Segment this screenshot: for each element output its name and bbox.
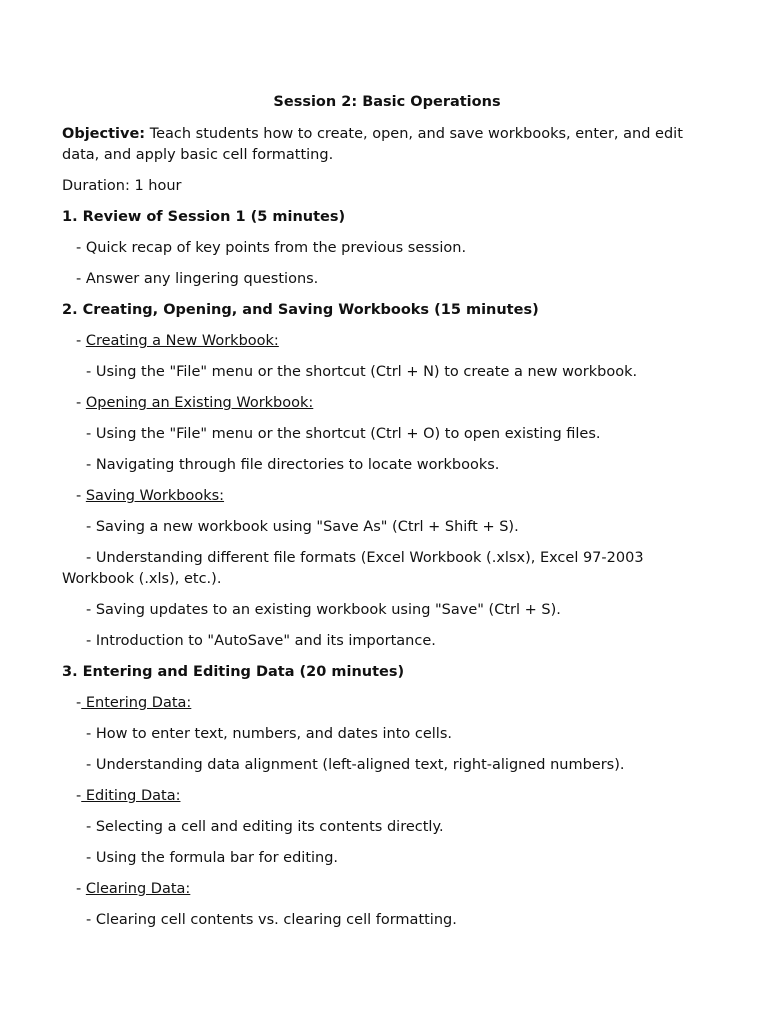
list-item: - Selecting a cell and editing its contents directly. — [86, 819, 444, 835]
subheading-creating-workbook — [62, 331, 712, 352]
subheading-dash: - — [76, 488, 86, 504]
subheading-opening-workbook — [62, 393, 712, 414]
subheading-clearing-data — [62, 879, 712, 900]
duration-text: Duration: 1 hour — [62, 178, 182, 194]
subheading-editing-data — [62, 786, 712, 807]
list-item: - Saving a new workbook using "Save As" (Ctrl + Shift + S). — [86, 519, 519, 535]
list-item: - Answer any lingering questions. — [76, 271, 319, 287]
list-item: - Quick recap of key points from the previous session. — [76, 240, 467, 256]
document-page — [62, 92, 712, 941]
subheading-entering-data — [62, 693, 712, 714]
subheading-dash: - — [76, 695, 82, 711]
list-item: - Introduction to "AutoSave" and its importance. — [86, 633, 436, 649]
document-title: Session 2: Basic Operations — [273, 94, 501, 110]
list-item: - How to enter text, numbers, and dates into cells. — [86, 726, 452, 742]
subheading-dash: - — [76, 395, 86, 411]
list-item: - Using the "File" menu or the shortcut (Ctrl + O) to open existing files. — [86, 426, 601, 442]
subheading-dash: - — [76, 881, 86, 897]
section-3-heading: 3. Entering and Editing Data (20 minutes) — [62, 664, 405, 680]
list-item: - Saving updates to an existing workbook using "Save" (Ctrl + S). — [86, 602, 561, 618]
subheading-label: Clearing Data: — [85, 881, 191, 897]
subheading-saving-workbooks — [62, 486, 712, 507]
list-item: - Using the formula bar for editing. — [86, 850, 339, 866]
subheading-label: Opening an Existing Workbook: — [85, 395, 314, 411]
list-item: - Understanding different file formats (Excel Workbook (.xlsx), Excel 97-2003 Workbook (.xls), etc.). — [62, 550, 644, 587]
list-item: - Clearing cell contents vs. clearing cell formatting. — [86, 912, 457, 928]
list-item: - Navigating through file directories to locate workbooks. — [86, 457, 500, 473]
section-2-heading: 2. Creating, Opening, and Saving Workbooks (15 minutes) — [62, 302, 539, 318]
objective-paragraph — [62, 124, 712, 166]
subheading-dash: - — [76, 788, 82, 804]
subheading-dash: - — [76, 333, 86, 349]
subheading-label: Creating a New Workbook: — [85, 333, 279, 349]
section-1-heading: 1. Review of Session 1 (5 minutes) — [62, 209, 346, 225]
subheading-label: Saving Workbooks: — [85, 488, 225, 504]
objective-label: Objective: — [62, 126, 146, 142]
subheading-label: Editing Data: — [81, 788, 181, 804]
objective-text: Teach students how to create, open, and save workbooks, enter, and edit data, and apply basic cell formatting. — [62, 126, 683, 163]
list-item: - Using the "File" menu or the shortcut (Ctrl + N) to create a new workbook. — [86, 364, 638, 380]
subheading-label: Entering Data: — [81, 695, 192, 711]
list-item: - Understanding data alignment (left-aligned text, right-aligned numbers). — [86, 757, 625, 773]
